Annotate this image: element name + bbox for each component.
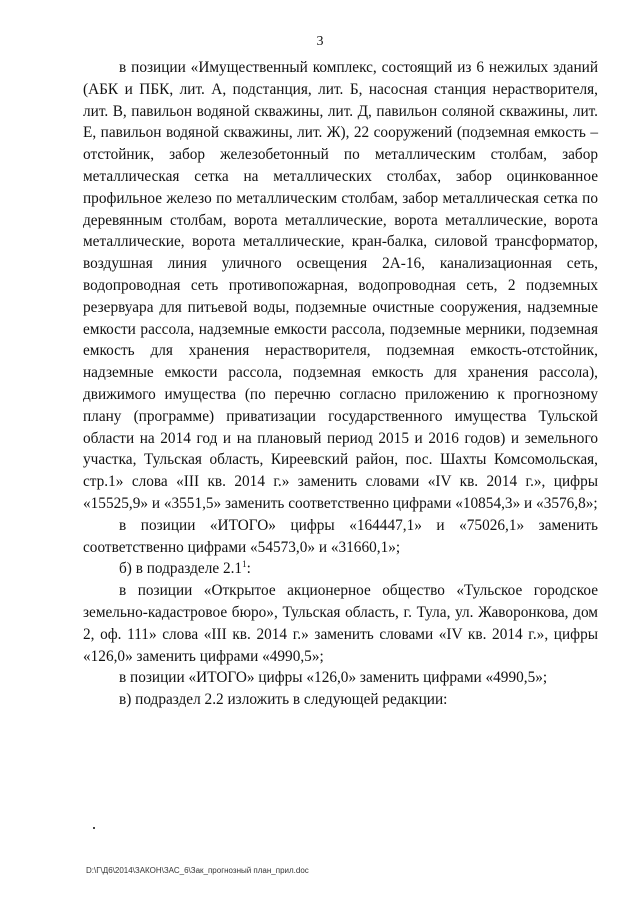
paragraph-subsection-2-2: в) подраздел 2.2 изложить в следующей редакции: xyxy=(119,691,448,709)
paragraph-subsection-2-1-heading xyxy=(83,558,598,580)
document-body xyxy=(83,57,598,711)
subsection-heading-colon: : xyxy=(246,560,251,578)
page-number: 3 xyxy=(316,34,324,49)
paragraph-total-2-1-1: в позиции «ИТОГО» цифры «126,0» заменить цифрами «4990,5»; xyxy=(119,669,548,687)
subsection-heading-text: б) в подразделе 2.1 xyxy=(119,560,243,578)
superscript-marker: 1 xyxy=(242,559,247,570)
paragraph-cadastre-bureau: в позиции «Открытое акционерное общество «Тульское городское земельно-кадастровое бюро», Тульская область, г. Тула, ул. Жаворонкова, дом 2, оф. 111» слова «III кв. 2014 г.» заменить словами «IV кв. 2014 г.», цифры «126,0» заменить цифрами «4990,5»; xyxy=(83,582,598,665)
paragraph-total-2-1: в позиции «ИТОГО» цифры «164447,1» и «75026,1» заменить соответственно цифрами «54573,0» и «31660,1»; xyxy=(83,516,598,556)
paragraph-property-complex: в позиции «Имущественный комплекс, состоящий из 6 нежилых зданий (АБК и ПБК, лит. А, подстанция, лит. Б, насосная станция нерастворителя, лит. В, павильон водяной скважины, лит. Д, павильон соляной скважины, лит. Е, павильон водяной скважины, лит. Ж), 22 сооружений (подземная емкость – отстойник, забор железобетонный по металлическим столбам, забор металлическая сетка на металлических столбах, забор оцинкованное профильное железо по металлическим столбам, забор металлическая сетка по деревянным столбам, ворота металлические, ворота металлические, ворота металлические, ворота металлические, кран-балка, силовой трансформатор, воздушная линия уличного освещения 2А-16, канализационная сеть, водопроводная сеть противопожарная, водопроводная сеть, 2 подземных резервуара для питьевой воды, подземные очистные сооружения, надземные емкости рассола, надземные емкости рассола, подземные мерники, подземная емкость для хранения нерастворителя, подземная емкость-отстойник, надземные емкости рассола, подземная емкость для хранения рассола), движимого имущества (по перечню согласно приложению к прогнозному плану (программе) приватизации государственного имущества Тульской области на 2014 год и на плановый период 2015 и 2016 годов) и земельного участка, Тульская область, Киреевский район, пос. Шахты Комсомольская, стр.1» слова «III кв. 2014 г.» заменить словами «IV кв. 2014 г.», цифры «15525,9» и «3551,5» заменить соответственно цифрами «10854,3» и «3576,8»; xyxy=(83,59,598,512)
file-path-footer: D:\Г\Д6\2014\ЗАКОН\ЗАС_6\Зак_прогнозный план_прил.doc xyxy=(86,866,309,875)
scan-dot xyxy=(93,827,95,829)
